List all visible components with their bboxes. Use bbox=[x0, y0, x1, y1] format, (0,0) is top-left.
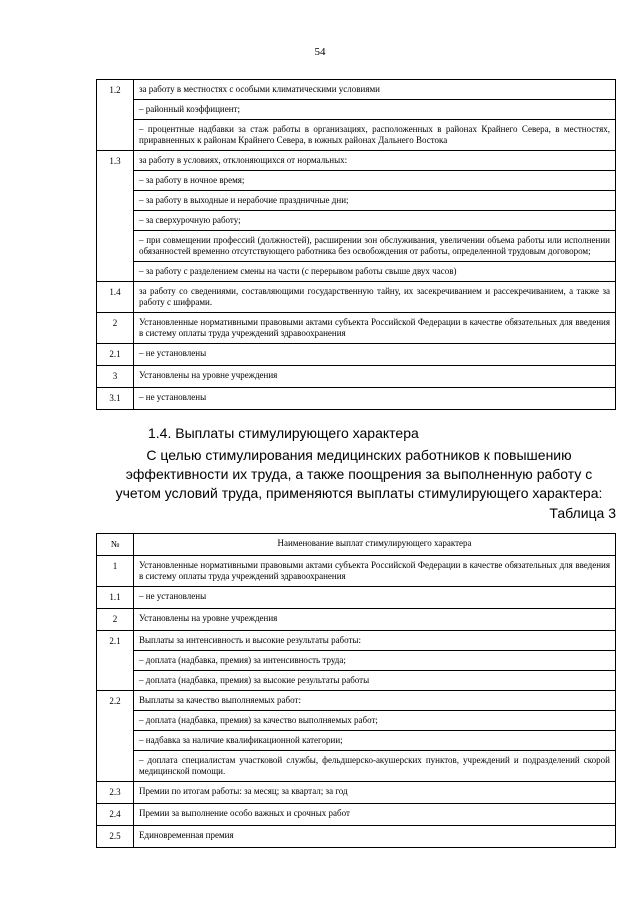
row-line: – не установлены bbox=[139, 348, 207, 358]
row-number: 2 bbox=[97, 609, 134, 631]
table-row bbox=[97, 80, 616, 151]
table-row bbox=[97, 804, 616, 826]
row-line: – доплата (надбавка, премия) за высокие результаты работы bbox=[139, 675, 370, 685]
table-row bbox=[97, 344, 616, 366]
row-line: Установлены на уровне учреждения bbox=[139, 613, 278, 623]
row-line: Выплаты за интенсивность и высокие результаты работы: bbox=[134, 631, 615, 651]
table-a-body bbox=[97, 80, 616, 410]
table-row bbox=[97, 609, 616, 631]
row-line: – доплата (надбавка, премия) за качество выполняемых работ; bbox=[134, 711, 615, 731]
row-number: 2.1 bbox=[97, 631, 134, 691]
row-content bbox=[134, 80, 616, 151]
incentive-payments-table bbox=[96, 533, 616, 848]
row-line: – не установлены bbox=[139, 392, 207, 402]
row-number: 3 bbox=[97, 366, 134, 388]
row-content bbox=[134, 282, 616, 313]
page-number: 54 bbox=[314, 46, 326, 58]
row-line: – за работу с разделением смены на части (с перерывом работы свыше двух часов) bbox=[139, 266, 457, 276]
row-number: 1.1 bbox=[97, 587, 134, 609]
header-num: № bbox=[97, 534, 134, 556]
row-content bbox=[134, 556, 616, 587]
row-line: – районный коэффициент; bbox=[134, 100, 615, 120]
row-number: 2.1 bbox=[97, 344, 134, 366]
payments-table-continued bbox=[96, 79, 616, 410]
table-row bbox=[97, 282, 616, 313]
row-content bbox=[134, 313, 616, 344]
row-number: 2.4 bbox=[97, 804, 134, 826]
row-line: Установленные нормативными правовыми актами субъекта Российской Федерации в качестве обязательных для введения в систему оплаты труда учреждений здравоохранения bbox=[139, 317, 610, 338]
row-content bbox=[134, 631, 616, 691]
row-line: – при совмещении профессий (должностей), расширении зон обслуживания, увеличении объема работы или исполнении обязанностей временно отсутствующего работника без освобождения от работы, определенной трудовым договором; bbox=[134, 231, 615, 262]
row-line: – надбавка за наличие квалификационной категории; bbox=[134, 731, 615, 751]
header-name: Наименование выплат стимулирующего характера bbox=[134, 534, 616, 556]
row-number: 2.3 bbox=[97, 782, 134, 804]
row-content bbox=[134, 587, 616, 609]
table-row bbox=[97, 151, 616, 282]
table-row bbox=[97, 826, 616, 848]
table-row bbox=[97, 556, 616, 587]
row-number: 1.2 bbox=[97, 80, 134, 151]
table-row bbox=[97, 691, 616, 782]
table-row bbox=[97, 631, 616, 691]
row-line: – процентные надбавки за стаж работы в организациях, расположенных в районах Крайнего Севера, в местностях, приравненных к районам Крайнего Севера, в южных районах Дальнего Востока bbox=[139, 124, 610, 145]
row-number: 1.3 bbox=[97, 151, 134, 282]
row-line: – доплата (надбавка, премия) за интенсивность труда; bbox=[134, 651, 615, 671]
row-line: – за работу в ночное время; bbox=[134, 171, 615, 191]
row-content bbox=[134, 344, 616, 366]
row-content bbox=[134, 609, 616, 631]
table-row bbox=[97, 587, 616, 609]
row-line: за работу со сведениями, составляющими государственную тайну, их засекречиванием и рассекречиванием, а также за работу с шифрами. bbox=[139, 286, 610, 307]
row-number: 2.5 bbox=[97, 826, 134, 848]
table-row bbox=[97, 366, 616, 388]
row-number: 1 bbox=[97, 556, 134, 587]
row-number: 1.4 bbox=[97, 282, 134, 313]
row-content bbox=[134, 782, 616, 804]
row-number: 2.2 bbox=[97, 691, 134, 782]
row-line: – не установлены bbox=[139, 591, 207, 601]
section-heading: 1.4. Выплаты стимулирующего характера bbox=[148, 425, 419, 441]
row-content bbox=[134, 826, 616, 848]
table-caption: Таблица 3 bbox=[549, 505, 616, 521]
table-row bbox=[97, 388, 616, 410]
intro-paragraph: С целью стимулирования медицинских работников к повышению эффективности их труда, а также поощрения за выполненную работу с учетом условий труда, применяются выплаты стимулирующего характера: bbox=[115, 447, 603, 501]
row-content bbox=[134, 691, 616, 782]
row-content bbox=[134, 366, 616, 388]
row-line: за работу в местностях с особыми климатическими условиями bbox=[134, 80, 615, 100]
row-line: – за работу в выходные и нерабочие праздничные дни; bbox=[134, 191, 615, 211]
table-b-body bbox=[97, 556, 616, 848]
row-content bbox=[134, 151, 616, 282]
table-row bbox=[97, 313, 616, 344]
row-number: 3.1 bbox=[97, 388, 134, 410]
row-line: Премии за выполнение особо важных и срочных работ bbox=[139, 808, 350, 818]
row-line: Установленные нормативными правовыми актами субъекта Российской Федерации в качестве обязательных для введения в систему оплаты труда учреждений здравоохранения bbox=[139, 560, 610, 581]
row-content bbox=[134, 388, 616, 410]
row-line: за работу в условиях, отклоняющихся от нормальных: bbox=[134, 151, 615, 171]
row-line: Премии по итогам работы: за месяц; за квартал; за год bbox=[139, 786, 348, 796]
table-row bbox=[97, 782, 616, 804]
table-header-row bbox=[97, 534, 616, 556]
row-number: 2 bbox=[97, 313, 134, 344]
row-line: – доплата специалистам участковой службы, фельдшерско-акушерских пунктов, учреждений и подразделений скорой медицинской помощи. bbox=[139, 755, 610, 776]
row-content bbox=[134, 804, 616, 826]
row-line: Выплаты за качество выполняемых работ: bbox=[134, 691, 615, 711]
row-line: Установлены на уровне учреждения bbox=[139, 370, 278, 380]
row-line: – за сверхурочную работу; bbox=[134, 211, 615, 231]
row-line: Единовременная премия bbox=[139, 830, 234, 840]
